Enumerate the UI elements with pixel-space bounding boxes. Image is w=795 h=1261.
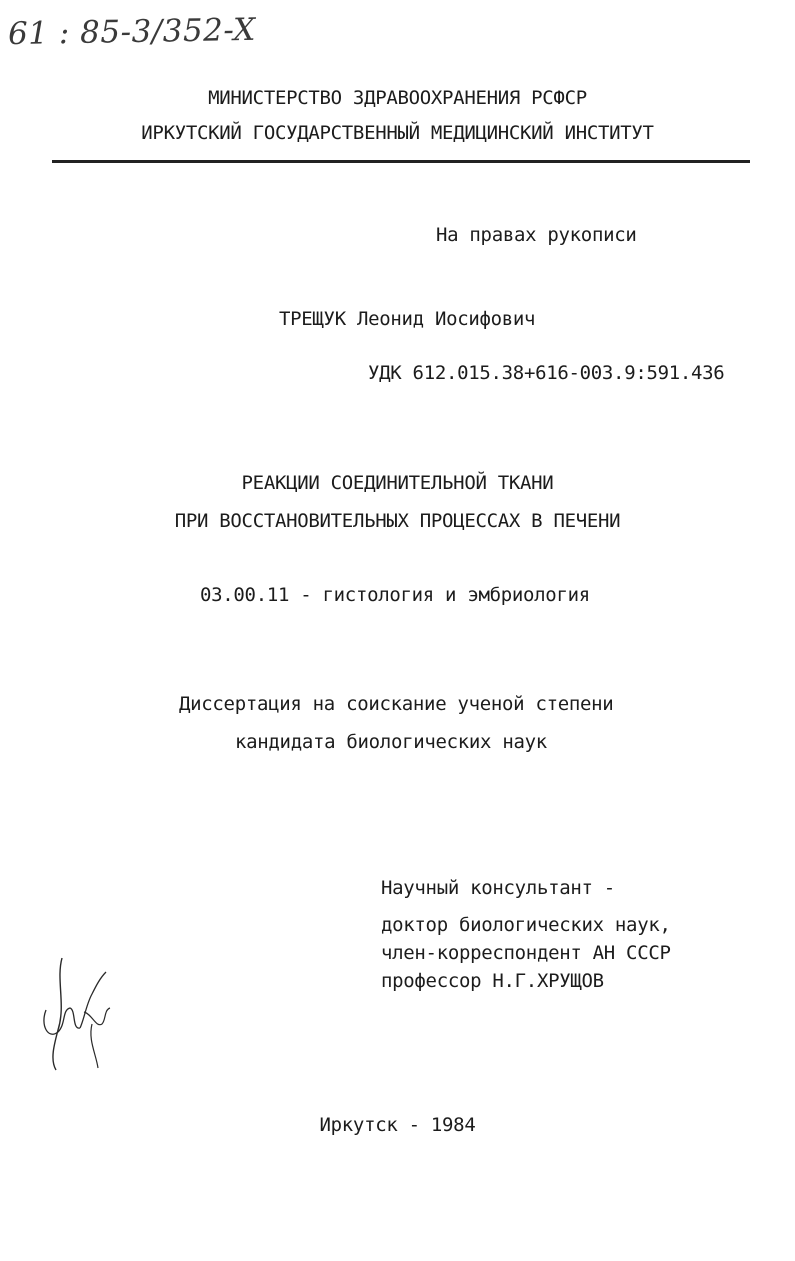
title-line-2: ПРИ ВОССТАНОВИТЕЛЬНЫХ ПРОЦЕССАХ В ПЕЧЕНИ [174,510,621,532]
city-year: Иркутск - 1984 [319,1114,476,1136]
consultant-name: профессор Н.Г.ХРУЩОВ [381,970,604,992]
udc-code: УДК 612.015.38+616-003.9:591.436 [368,362,725,384]
author-name: ТРЕЩУК Леонид Иосифович [279,308,536,330]
title-line-1: РЕАКЦИИ СОЕДИНИТЕЛЬНОЙ ТКАНИ [241,472,554,494]
signature-mark [36,950,116,1075]
consultant-label: Научный консультант - [381,877,615,899]
specialty-code: 03.00.11 - гистология и эмбриология [200,584,590,606]
dissertation-line-1: Диссертация на соискание ученой степени [179,693,614,715]
consultant-membership: член-корреспондент АН СССР [381,942,671,964]
ministry-heading: МИНИСТЕРСТВО ЗДРАВООХРАНЕНИЯ РСФСР [208,87,587,109]
consultant-degree: доктор биологических наук, [381,914,671,936]
dissertation-line-2: кандидата биологических наук [235,731,547,753]
header-divider [52,160,750,163]
manuscript-rights-note: На правах рукописи [436,224,637,246]
archive-number-handwritten: 61 : 85-3/352-X [7,11,257,53]
institute-heading: ИРКУТСКИЙ ГОСУДАРСТВЕННЫЙ МЕДИЦИНСКИЙ ИНСТИТУТ [141,122,654,144]
